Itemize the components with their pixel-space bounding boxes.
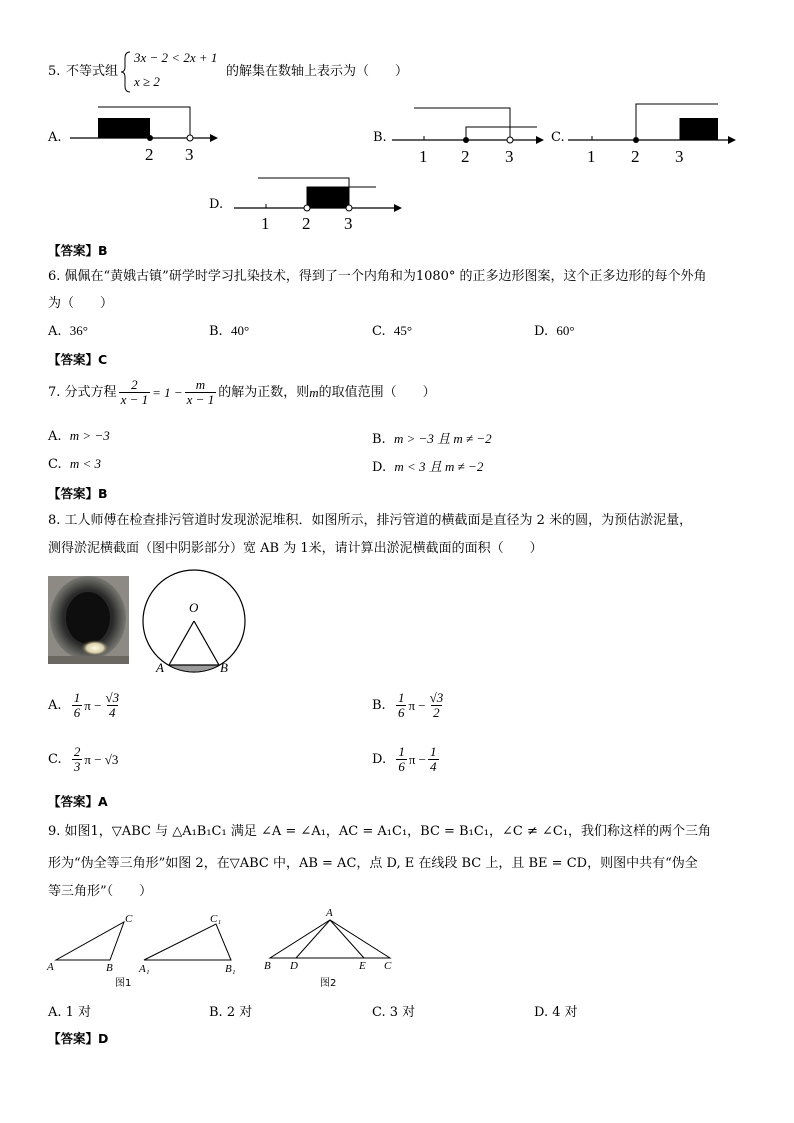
q8-d-pi: π − <box>408 751 427 767</box>
q9-figure-1 <box>44 908 254 990</box>
q8-a-coef-num: 1 <box>73 690 81 705</box>
q8-b-coef-den: 6 <box>397 705 405 720</box>
q5-option-a-number-line <box>60 100 220 164</box>
fig2-label-a: A <box>326 907 333 919</box>
q8-d-sub-den: 4 <box>430 759 437 774</box>
q8-d-coef-den: 6 <box>398 759 405 774</box>
fig2-label-e: E <box>359 960 366 972</box>
pipe-photo <box>48 576 129 664</box>
system-brace-icon <box>120 50 132 94</box>
q5-suffix: 的解集在数轴上表示为（ ） <box>226 64 409 79</box>
q8-c-coef-num: 2 <box>73 744 81 759</box>
q6-option-b <box>209 323 249 339</box>
q8-line2: 测得淤泥横截面（图中阴影部分）宽 AB 为 1米，请计算出淤泥横截面的面积（ ） <box>48 541 543 556</box>
q9-option-b-label: B. <box>209 1005 223 1020</box>
q7-mid: = 1 − <box>152 384 183 400</box>
q8-option-d-label: D. <box>372 752 387 767</box>
q8-a-sub <box>103 691 121 720</box>
q6-option-a-label: A. <box>48 324 62 339</box>
q5-a-tick-3: 3 <box>185 145 194 164</box>
q7-number: 7. <box>48 384 61 400</box>
q7-option-a <box>48 428 110 444</box>
fig1-label-c1: C₁ <box>210 913 222 925</box>
q6-option-c-label: C. <box>372 324 386 339</box>
q8-c-coef-den: 3 <box>73 759 81 774</box>
q8-b-pi: π − <box>408 697 426 713</box>
q7-option-c-value: m < 3 <box>69 456 102 471</box>
q8-c-coef <box>72 745 83 774</box>
q7-suffix-a: 的解为正数，则 <box>218 384 310 400</box>
q7-fraction-2 <box>185 378 217 407</box>
q6-answer: 【答案】C <box>48 352 108 367</box>
fig1-label-c: C <box>125 913 133 925</box>
q5-option-b-number-line <box>392 100 552 168</box>
q5-c-tick-1: 1 <box>587 147 596 166</box>
q9-option-d-value: 4 对 <box>552 1005 578 1020</box>
q7-stem <box>48 378 436 407</box>
q8-b-coef-num: 1 <box>397 690 405 705</box>
q7-frac2-num: m <box>195 377 206 392</box>
q7-prefix: 分式方程 <box>64 384 117 400</box>
q9-option-a <box>48 1001 91 1020</box>
q6-option-b-label: B. <box>209 324 223 339</box>
q7-option-a-value: m > −3 <box>69 428 110 443</box>
q8-option-b <box>372 691 447 720</box>
q8-a-sub-den: 4 <box>109 705 116 720</box>
q9-option-c-label: C. <box>372 1005 386 1020</box>
q7-option-a-label: A. <box>48 429 62 444</box>
q8-circle-figure <box>139 568 249 678</box>
q8-label-b: B <box>220 660 228 675</box>
q5-option-c-label: C. <box>551 130 565 145</box>
q9-option-d <box>534 1001 578 1020</box>
q8-c-pi: π − √3 <box>84 751 119 767</box>
q6-line1: 6. 佩佩在“黄娥古镇”研学时学习扎染技术，得到了一个内角和为1080° 的正多边形图案，这个正多边形的每个外角 <box>48 269 707 284</box>
q9-line3: 等三角形”（ ） <box>48 884 153 899</box>
q6-option-c-value: 45° <box>393 323 413 338</box>
q9-option-a-value: 1 对 <box>65 1005 92 1020</box>
fig1-label-a1: A₁ <box>139 963 150 975</box>
q5-option-c-number-line <box>566 100 742 168</box>
fig1-caption: 图1 <box>115 978 132 989</box>
q9-option-c <box>372 1001 415 1020</box>
q5-option-b-label: B. <box>373 130 387 145</box>
q8-option-a-label: A. <box>48 698 62 713</box>
q7-option-d-value: m < 3 且 m ≠ −2 <box>394 459 484 474</box>
q5-prefix: 不等式组 <box>66 64 119 79</box>
q5-system-line2: x ≥ 2 <box>134 74 160 89</box>
q7-frac2-den: x − 1 <box>186 392 215 407</box>
q7-option-c <box>48 456 101 472</box>
q7-answer: 【答案】B <box>48 486 108 501</box>
q8-d-coef-num: 1 <box>398 744 405 759</box>
q5-c-tick-3: 3 <box>675 147 684 166</box>
fig1-label-b: B <box>106 962 113 974</box>
q5-b-tick-3: 3 <box>505 147 514 166</box>
q8-line1: 8. 工人师傅在检查排污管道时发现淤泥堆积．如图所示，排污管道的横截面是直径为 2 米的圆，为预估淤泥量， <box>48 513 693 528</box>
q9-answer: 【答案】D <box>48 1031 109 1046</box>
q8-option-c-label: C. <box>48 752 62 767</box>
q5-answer: 【答案】B <box>48 243 108 258</box>
q8-answer: 【答案】A <box>48 794 108 809</box>
q5-system-line1: 3x − 2 < 2x + 1 <box>134 50 218 65</box>
fig2-label-d: D <box>290 960 298 972</box>
q9-option-a-label: A. <box>48 1005 62 1020</box>
q9-option-b <box>209 1001 252 1020</box>
q6-option-d <box>534 323 575 339</box>
q8-b-sub-num: √3 <box>429 690 444 705</box>
q8-d-coef <box>396 745 407 774</box>
q7-fraction-1 <box>119 378 151 407</box>
q8-b-sub-den: 2 <box>433 705 440 720</box>
q7-option-c-label: C. <box>48 457 62 472</box>
q8-label-o: O <box>189 600 199 615</box>
q8-option-a <box>48 691 123 720</box>
q9-option-d-label: D. <box>534 1005 549 1020</box>
fig1-label-a: A <box>47 961 54 973</box>
q6-option-b-value: 40° <box>230 323 250 338</box>
q7-frac1-num: 2 <box>131 377 138 392</box>
fig2-label-b: B <box>264 960 271 972</box>
q8-a-coef-den: 6 <box>73 705 81 720</box>
q5-b-tick-1: 1 <box>419 147 428 166</box>
q8-a-pi: π − <box>84 697 102 713</box>
q5-d-tick-1: 1 <box>261 214 270 233</box>
q8-label-a: A <box>156 660 164 675</box>
q5-option-d-number-line <box>228 170 408 236</box>
q7-option-d <box>372 456 483 475</box>
q8-option-c <box>48 745 118 774</box>
q8-d-sub <box>428 745 439 774</box>
q5-c-tick-2: 2 <box>631 147 640 166</box>
q9-option-b-value: 2 对 <box>226 1005 253 1020</box>
q9-option-c-value: 3 对 <box>389 1005 416 1020</box>
q6-line2: 为（ ） <box>48 296 114 311</box>
q5-d-tick-2: 2 <box>302 214 311 233</box>
q5-a-tick-2: 2 <box>145 145 154 164</box>
q8-b-coef <box>396 691 407 720</box>
q7-frac1-den: x − 1 <box>120 392 149 407</box>
q6-option-a-value: 36° <box>69 323 88 338</box>
q6-option-d-label: D. <box>534 324 549 339</box>
q5-b-tick-2: 2 <box>461 147 470 166</box>
q7-option-d-label: D. <box>372 460 387 475</box>
q7-suffix-b: 的取值范围（ ） <box>318 384 436 400</box>
q8-option-b-label: B. <box>372 698 386 713</box>
fig2-caption: 图2 <box>320 978 337 989</box>
q6-option-a <box>48 323 88 339</box>
fig2-label-c: C <box>384 960 392 972</box>
q9-line2: 形为“伪全等三角形”如图 2，在▽ABC 中，AB = AC，点 D, E 在线段 BC 上，且 BE = CD，则图中共有“伪全 <box>48 856 698 871</box>
q9-line1: 9. 如图1，▽ABC 与 △A₁B₁C₁ 满足 ∠A = ∠A₁，AC = A₁C₁，BC = B₁C₁，∠C ≠ ∠C₁，我们称这样的两个三角 <box>48 824 712 839</box>
q8-d-sub-num: 1 <box>430 744 437 759</box>
q8-b-sub <box>428 691 446 720</box>
q8-a-coef <box>72 691 83 720</box>
q8-a-sub-num: √3 <box>105 690 120 705</box>
q8-option-d <box>372 745 441 774</box>
q5-option-a-label: A. <box>48 130 62 145</box>
q5-option-d-label: D. <box>209 197 224 212</box>
fig1-label-b1: B₁ <box>225 963 236 975</box>
q6-option-c <box>372 323 412 339</box>
q7-option-b <box>372 428 492 447</box>
q6-option-d-value: 60° <box>556 323 575 338</box>
q7-var: m <box>309 384 319 400</box>
q7-option-b-value: m > −3 且 m ≠ −2 <box>393 431 492 446</box>
q5-d-tick-3: 3 <box>344 214 353 233</box>
q7-option-b-label: B. <box>372 432 386 447</box>
q5-number: 5. <box>48 64 61 79</box>
q9-figure-2 <box>260 904 400 992</box>
